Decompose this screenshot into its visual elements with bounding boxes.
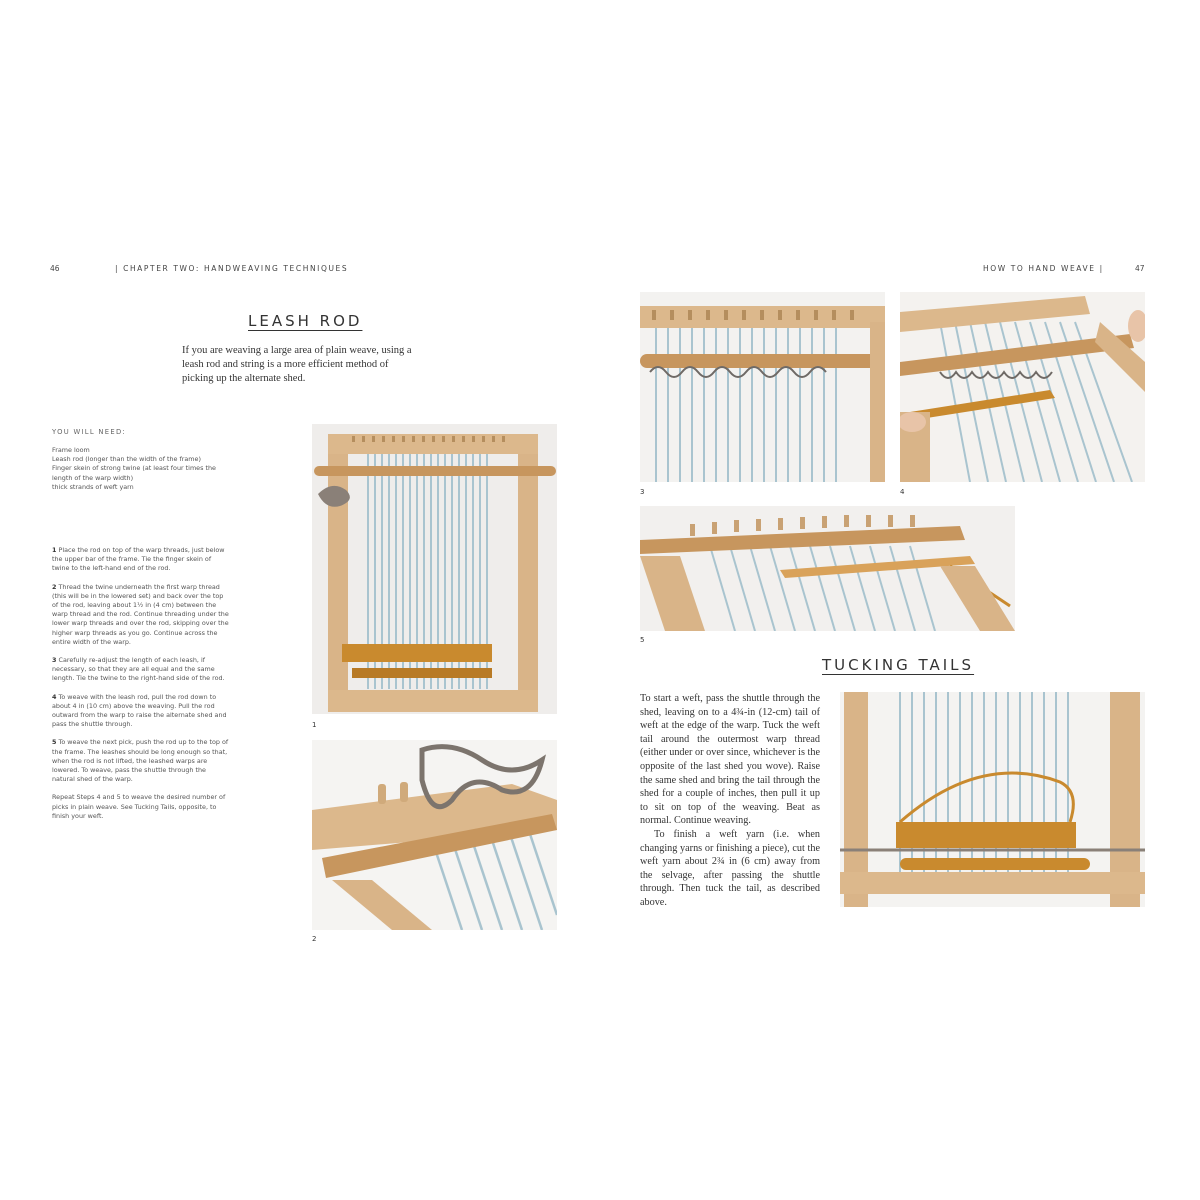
step-text: To weave the next pick, push the rod up to the top of the frame. The leashes should be long enough so that, when the rod is not lifted, the leashed warps are lowered. To weave, pass the shuttle through the natural shed of the warp. — [52, 738, 229, 784]
material-item: Finger skein of strong twine (at least four times the length of the warp width) — [52, 464, 216, 482]
steps-list — [52, 546, 230, 830]
step-number: 4 — [52, 692, 57, 701]
step-5 — [52, 738, 230, 784]
material-item: Frame loom — [52, 446, 90, 454]
step-2 — [52, 583, 230, 647]
photo-4-raising-shed — [900, 292, 1145, 482]
step-number: 3 — [52, 656, 57, 665]
caption-4: 4 — [900, 488, 905, 496]
tucking-tails-text — [640, 692, 820, 910]
tucking-paragraph-1: To start a weft, pass the shuttle through the shed, leaving on to a 4¾-in (12-cm) tail of weft at the edge of the warp. Tuck the weft tail around the outermost warp thread (either under or over since, whichever is the opposite of the last shed you wove). Raise the same shed and bring the tail through the shed for a couple of inches, then pull it up to sit on top of the weaving. Beat as normal. Continue weaving. — [640, 693, 820, 827]
step-text: Place the rod on top of the warp threads, just below the upper bar of the frame. Tie the finger skein of twine to the left-hand end of the rod. — [52, 546, 225, 573]
step-text: Thread the twine underneath the first warp thread (this will be in the lowered set) and back over the top of the rod, leaving about 1½ in (4 cm) between the warp thread and the rod. Continue threading under the lower warp threads and over the rod, skipping over the higher warp threads as you go. Continue across the entire width of the warp. — [52, 582, 229, 646]
step-4 — [52, 693, 230, 730]
material-item: Leash rod (longer than the width of the frame) — [52, 455, 201, 464]
tucking-tails-title: TUCKING TAILS — [822, 656, 975, 674]
left-running-head: | CHAPTER TWO: HANDWEAVING TECHNIQUES — [115, 264, 349, 273]
tucking-paragraph-2: To finish a weft yarn (i.e. when changing yarns or finishing a piece), cut the weft yarn about 2¾ in (6 cm) away from the selvage, after passing the shuttle through. Then tuck the tail, as described above. — [640, 828, 820, 908]
step-1 — [52, 546, 230, 574]
step-3 — [52, 656, 230, 684]
leash-rod-title: LEASH ROD — [248, 312, 363, 330]
right-running-head: HOW TO HAND WEAVE | — [983, 264, 1104, 273]
photo-1-frame-loom — [312, 424, 557, 714]
materials-list — [52, 446, 230, 492]
photo-2-leash-rod-closeup — [312, 740, 557, 930]
caption-3: 3 — [640, 488, 645, 496]
caption-1: 1 — [312, 721, 317, 729]
step-number: 2 — [52, 582, 57, 591]
photo-6-tucking-tails — [840, 692, 1145, 907]
material-item: thick strands of weft yarn — [52, 482, 134, 491]
leash-rod-intro: If you are weaving a large area of plain weave, using a leash rod and string is a more efficient method of picking up the alternate shed. — [182, 345, 412, 384]
caption-2: 2 — [312, 935, 317, 943]
step-text: Carefully re-adjust the length of each leash, if necessary, so that they are all equal and the same length. Tie the twine to the right-hand side of the rod. — [52, 656, 225, 683]
right-folio: 47 — [1135, 264, 1145, 273]
left-folio: 46 — [50, 264, 60, 273]
step-text: To weave with the leash rod, pull the rod down to about 4 in (10 cm) above the weaving. Pull the rod outward from the warp to raise the alternate shed and pass the shuttle through. — [52, 692, 227, 729]
step-number: 1 — [52, 546, 57, 554]
step-number: 5 — [52, 738, 57, 747]
caption-5: 5 — [640, 636, 645, 644]
you-will-need-label: YOU WILL NEED: — [52, 428, 127, 436]
photo-3-leash-rod-placed — [640, 292, 885, 482]
closing-note: Repeat Steps 4 and 5 to weave the desired number of picks in plain weave. See Tucking Tails, opposite, to finish your weft. — [52, 793, 226, 820]
photo-5-weaving-with-rod — [640, 506, 1015, 631]
